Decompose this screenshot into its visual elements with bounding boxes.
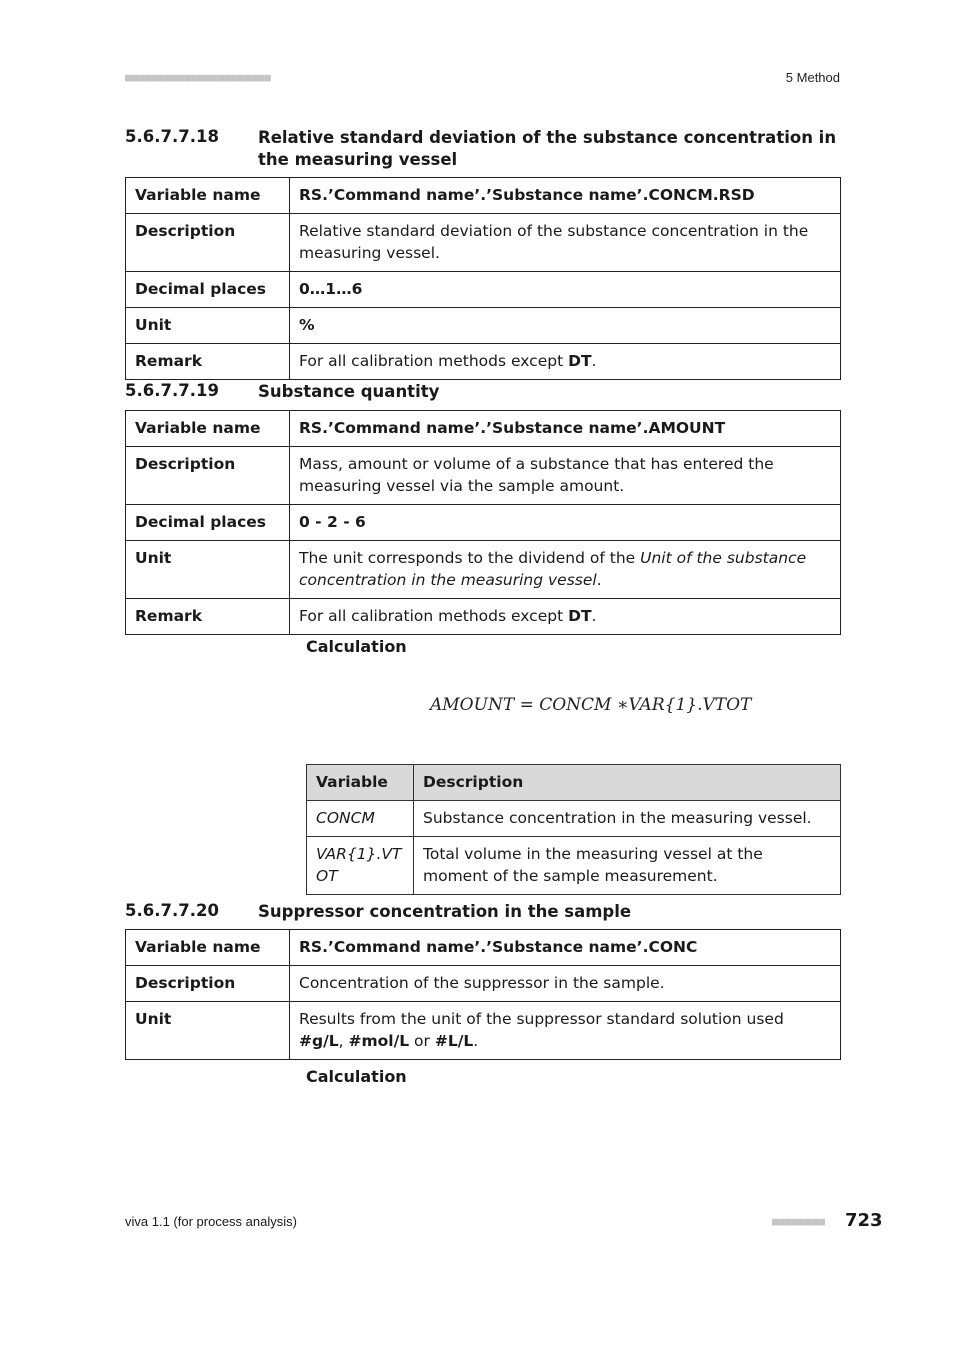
variable-table-amount (125, 410, 841, 635)
unit-value: % (290, 308, 841, 344)
section-heading-20 (125, 901, 845, 925)
row-label: Description (126, 447, 290, 505)
variable-name-value: RS.’Command name’.’Substance name’.AMOUNT (290, 411, 841, 447)
section-title: Substance quantity (258, 382, 440, 401)
description-value: Concentration of the suppressor in the sample. (290, 966, 841, 1002)
section-title: Suppressor concentration in the sample (258, 902, 632, 921)
row-label: Variable name (126, 930, 290, 966)
section-number: 5.6.7.7.20 (125, 901, 219, 920)
row-label: Remark (126, 599, 290, 635)
variable-table-conc (125, 929, 841, 1060)
remark-value: For all calibration methods except DT. (290, 344, 841, 380)
section-heading-18 (125, 127, 845, 173)
unit-value: Results from the unit of the suppressor standard solution used #g/L, #mol/L or #L/L. (290, 1002, 841, 1060)
variable-cell: CONCM (307, 801, 414, 837)
description-value: Mass, amount or volume of a substance that has entered the measuring vessel via the sample amount. (290, 447, 841, 505)
amount-formula: AMOUNT = CONCM ∗VAR{1}.VTOT (430, 695, 752, 715)
row-label: Decimal places (126, 505, 290, 541)
chapter-label: 5 Method (785, 70, 840, 85)
column-header-description: Description (414, 765, 841, 801)
column-header-variable: Variable (307, 765, 414, 801)
row-label: Description (126, 214, 290, 272)
variable-description-cell: Total volume in the measuring vessel at the moment of the sample measurement. (414, 837, 841, 895)
variable-name-value: RS.’Command name’.’Substance name’.CONC (290, 930, 841, 966)
description-value: Relative standard deviation of the substance concentration in the measuring vessel. (290, 214, 841, 272)
row-label: Unit (126, 541, 290, 599)
variable-name-value: RS.’Command name’.’Substance name’.CONCM.RSD (290, 178, 841, 214)
section-heading-19 (125, 381, 845, 405)
section-number: 5.6.7.7.19 (125, 381, 219, 400)
row-label: Variable name (126, 178, 290, 214)
formula-variables-table (306, 764, 841, 895)
row-label: Unit (126, 1002, 290, 1060)
footer-product: viva 1.1 (for process analysis) (125, 1214, 297, 1229)
decimal-places-value: 0 - 2 - 6 (290, 505, 841, 541)
decimal-places-value: 0…1…6 (290, 272, 841, 308)
variable-cell: VAR{1}.VTOT (307, 837, 414, 895)
row-label: Description (126, 966, 290, 1002)
calculation-label: Calculation (306, 637, 407, 656)
header-decoration: ■■■■■■■■■■■■■■■■■■■■■■ (125, 71, 271, 84)
variable-table-concm-rsd (125, 177, 841, 380)
page-number: 723 (845, 1210, 883, 1231)
section-number: 5.6.7.7.18 (125, 127, 219, 146)
remark-value: For all calibration methods except DT. (290, 599, 841, 635)
row-label: Variable name (126, 411, 290, 447)
row-label: Remark (126, 344, 290, 380)
footer-decoration: ■■■■■■■■ (772, 1215, 825, 1228)
row-label: Decimal places (126, 272, 290, 308)
unit-value: The unit corresponds to the dividend of the Unit of the substance concentration in the measuring vessel. (290, 541, 841, 599)
calculation-label: Calculation (306, 1067, 407, 1086)
variable-description-cell: Substance concentration in the measuring vessel. (414, 801, 841, 837)
section-title: Relative standard deviation of the substance concentration in the measuring vessel (258, 128, 837, 169)
row-label: Unit (126, 308, 290, 344)
